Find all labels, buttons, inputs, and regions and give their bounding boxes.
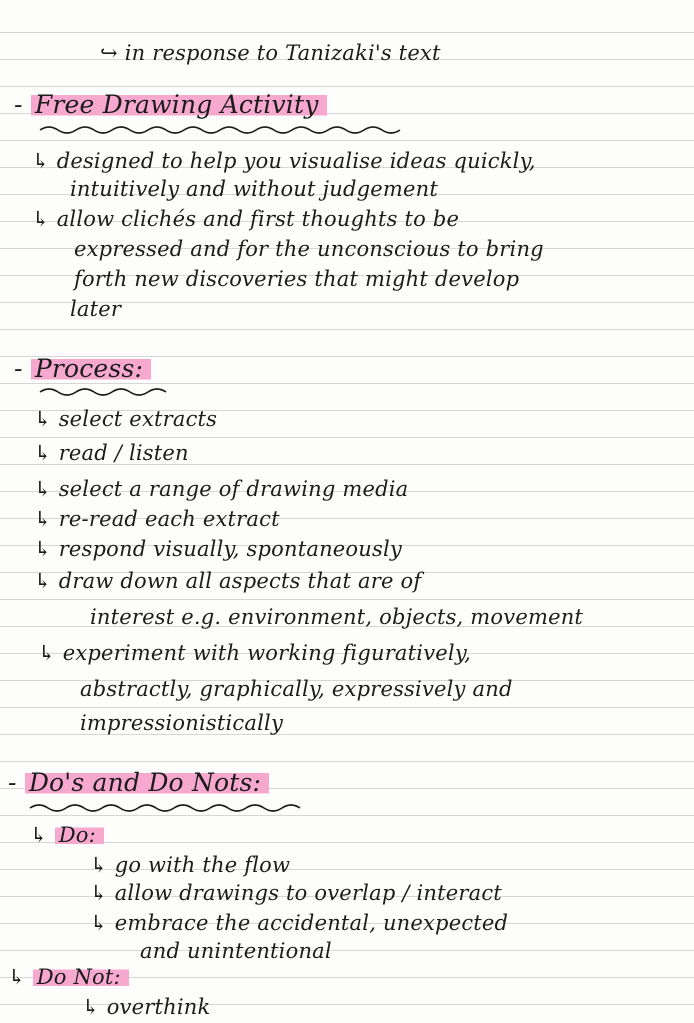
hook-arrow-icon: ↳ <box>34 407 52 431</box>
text-line: forth new discoveries that might develop <box>74 267 520 291</box>
hook-arrow-icon: ↳ <box>30 823 48 847</box>
text-line: impressionistically <box>80 711 284 735</box>
hook-arrow-icon: ↳ <box>90 881 108 905</box>
donot-label: ↳ Do Not: <box>8 964 129 990</box>
text-line: interest e.g. environment, objects, movement <box>90 605 584 629</box>
squiggle-underline <box>40 386 170 398</box>
heading-title: Do's and Do Nots: <box>25 768 269 797</box>
heading-dash: - <box>14 90 23 119</box>
list-item: ↳ embrace the accidental, unexpected <box>90 911 509 935</box>
text-line: ↳ respond visually, spontaneously <box>34 537 402 561</box>
section-heading-dos <box>8 770 269 796</box>
hook-arrow-icon: ↳ <box>38 641 56 665</box>
heading-title: Process: <box>31 354 151 383</box>
text-line: intuitively and without judgement <box>70 177 438 201</box>
heading-dash: - <box>8 768 17 797</box>
hook-arrow-icon: ↳ <box>34 441 52 465</box>
text-line: ↳ allow clichés and first thoughts to be <box>32 207 460 231</box>
list-item: ↳ go with the flow <box>90 853 291 877</box>
text-line: ↳ select extracts <box>34 407 218 431</box>
text-line: abstractly, graphically, expressively and <box>80 677 513 701</box>
hook-arrow-icon: ↳ <box>32 207 50 231</box>
text-line: ↳ draw down all aspects that are of <box>34 569 422 593</box>
list-item: ↳ overthink <box>82 995 211 1019</box>
hook-arrow-icon: ↳ <box>34 569 52 593</box>
squiggle-underline <box>30 802 310 814</box>
curved-arrow-icon: ↪ <box>100 41 118 65</box>
text-line: ↳ re-read each extract <box>34 507 280 531</box>
text-line: later <box>70 297 122 321</box>
hook-arrow-icon: ↳ <box>34 477 52 501</box>
hook-arrow-icon: ↳ <box>8 965 26 989</box>
text-line: ↳ experiment with working figuratively, <box>38 641 471 665</box>
heading-title: Free Drawing Activity <box>31 90 327 119</box>
heading-dash: - <box>14 354 23 383</box>
header-note-text: in response to Tanizaki's text <box>124 41 441 65</box>
hook-arrow-icon: ↳ <box>90 911 108 935</box>
do-label: ↳ Do: <box>30 822 104 848</box>
section-heading-free-drawing <box>14 92 327 118</box>
squiggle-underline <box>40 124 410 136</box>
text-line: ↳ designed to help you visualise ideas quickly, <box>32 149 536 173</box>
section-heading-process <box>14 356 151 382</box>
text-line: ↳ read / listen <box>34 441 189 465</box>
hook-arrow-icon: ↳ <box>34 507 52 531</box>
list-item-continued: and unintentional <box>140 939 332 963</box>
header-note <box>100 40 441 66</box>
hook-arrow-icon: ↳ <box>82 995 100 1019</box>
hook-arrow-icon: ↳ <box>32 149 50 173</box>
hook-arrow-icon: ↳ <box>34 537 52 561</box>
text-line: expressed and for the unconscious to bring <box>74 237 544 261</box>
text-line: ↳ select a range of drawing media <box>34 477 409 501</box>
hook-arrow-icon: ↳ <box>90 853 108 877</box>
list-item: ↳ allow drawings to overlap / interact <box>90 881 502 905</box>
